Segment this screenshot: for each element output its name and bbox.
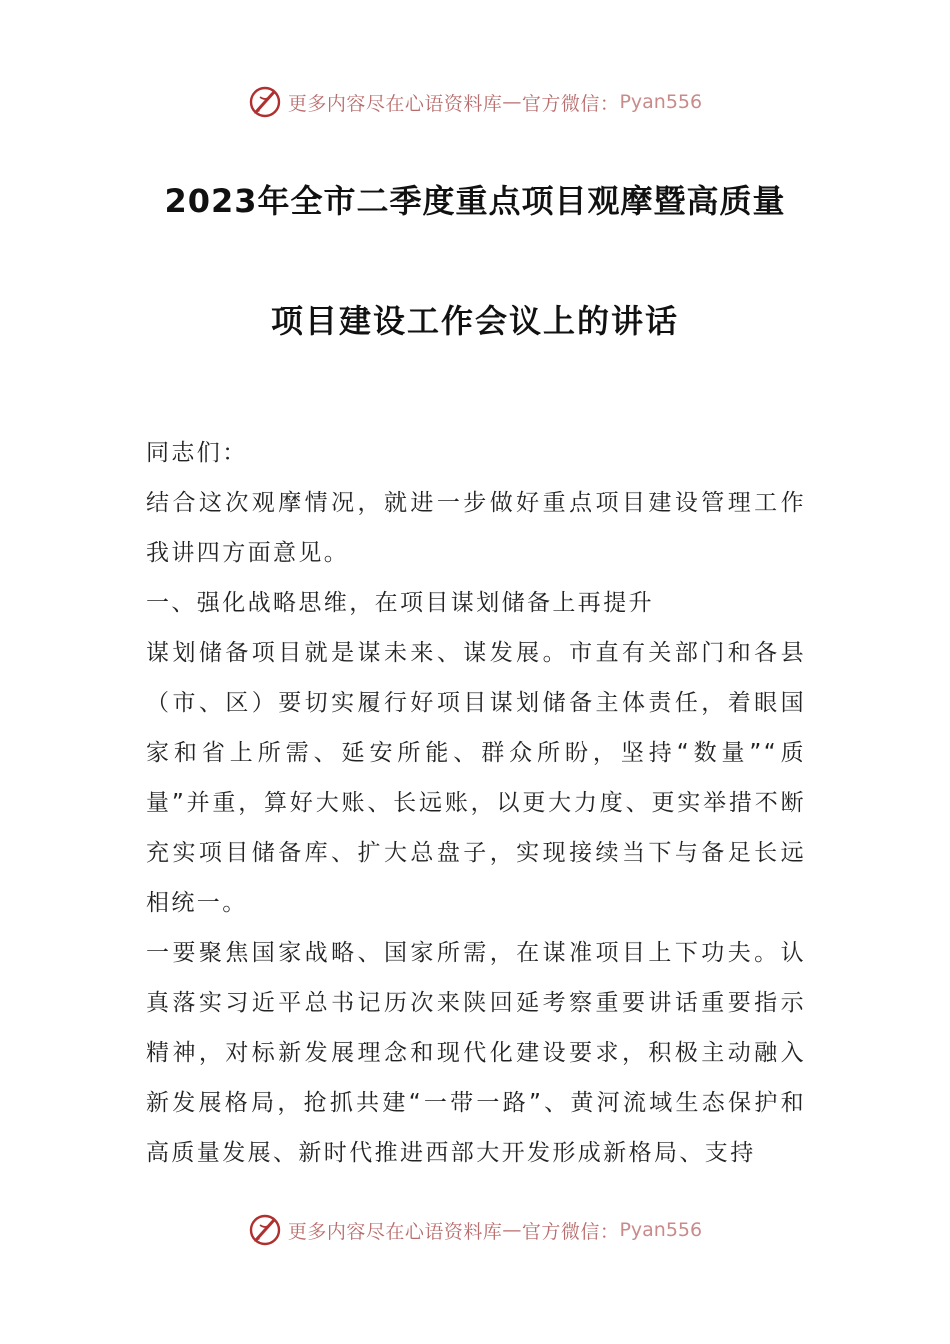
document-body xyxy=(146,428,806,1178)
salutation: 同志们： xyxy=(146,440,248,466)
watermark-site-text: 更多内容尽在心语资料库 xyxy=(287,1220,503,1243)
body-paragraph: 谋划储备项目就是谋未来、谋发展。市直有关部门和各县（市、区）要切实履行好项目谋划储备主体责任，着眼国家和省上所需、延安所能、群众所盼，坚持“数量”“质量”并重，算好大账、长远账，以更大力度、更实举措不断充实项目储备库、扩大总盘子，实现接续当下与备足长远相统一。 xyxy=(146,640,806,916)
watermark-wechat-id: Pyan556 xyxy=(619,91,703,113)
document-title-line1: 2023年全市二季度重点项目观摩暨高质量 xyxy=(164,182,786,220)
watermark-wechat-label: 官方微信： xyxy=(521,92,620,115)
watermark-site-text: 更多内容尽在心语资料库 xyxy=(287,92,503,115)
body-paragraph: 一要聚焦国家战略、国家所需，在谋准项目上下功夫。认真落实习近平总书记历次来陕回延考察重要讲话重要指示精神，对标新发展理念和现代化建设要求，积极主动融入新发展格局，抢抓共建“一带一路”、黄河流域生态保护和高质量发展、新时代推进西部大开发形成新格局、支持 xyxy=(146,940,806,1166)
watermark-separator: — xyxy=(502,91,522,113)
pen-logo-icon xyxy=(248,1213,282,1247)
pen-logo-icon xyxy=(248,85,282,119)
watermark-separator: — xyxy=(502,1219,522,1241)
intro-paragraph: 结合这次观摩情况，就进一步做好重点项目建设管理工作我讲四方面意见。 xyxy=(146,490,806,566)
watermark-wechat-label: 官方微信： xyxy=(521,1220,620,1243)
watermark-footer xyxy=(0,1208,950,1252)
section-heading-1: 一、强化战略思维，在项目谋划储备上再提升 xyxy=(146,590,654,616)
watermark-wechat-id: Pyan556 xyxy=(619,1219,703,1241)
document-title-line2: 项目建设工作会议上的讲话 xyxy=(270,302,679,340)
watermark-header xyxy=(0,80,950,124)
